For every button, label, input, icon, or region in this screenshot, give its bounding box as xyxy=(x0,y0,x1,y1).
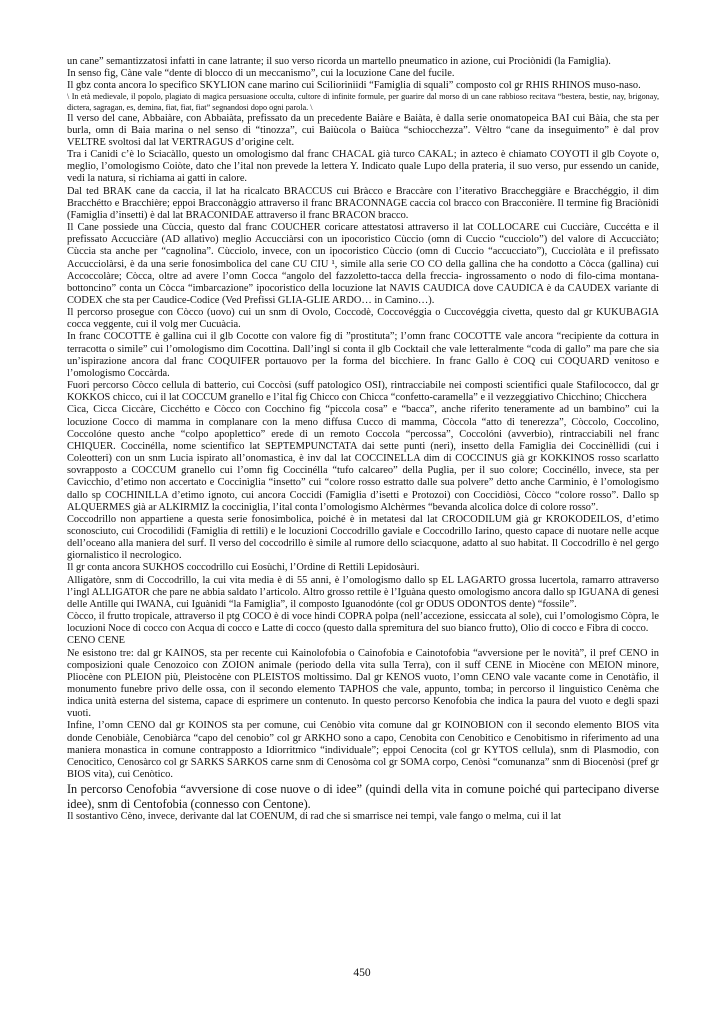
paragraph: Il Cane possiede una Cùccia, questo dal franc COUCHER coricare attestatosi attraverso il lat COLLOCARE cui Cucciàre, Cuccétta e il prefissato Accucciàre (AD allativo) meglio Accucciàrsi con un ipocoristico Cùccio (omn di Cuccio “cucciolo”) del valore di Accucciàto; Cùccia sta anche per “cagnolina”. Cùcciolo, invece, con un ipocoristico Cùccio (omn di Cuccio “accucciato”), Cucciolàta e il prefissato Accucciolàrsi, è da una serie fonosimbolica del cane CU CIU ¹, simile alla serie CO CO della gallina che ha condotto a Còcca (gallina) cui Accoccolàre; Còcca, oltre ad avere l’omn Cocca “angolo del fazzoletto-tacca della freccia- ingrossamento o nodo di filo-cima montana-bottoncino” conta un Còcca “imbarcazione” ipocoristico della locuzione lat NAVIS CAUDICA dove CAUDICA è da CAUDEX variante di CODEX che sta per Caudice-Codice (Ved Prefissi GLIA-GLIE ARDO… in Camino…). xyxy=(67,222,659,306)
paragraph: Il sostantivo Cèno, invece, derivante dal lat COENUM, di rad che si smarrisce nei tempi, vale fango o melma, cui il lat xyxy=(67,811,561,823)
paragraph: Ne esistono tre: dal gr KAINOS, sta per recente cui Kainolofobia o Cainofobia e Cainotofobia “avversione per le novità”, il pref CENO in composizioni quale Cenozoico con ZOION animale (periodo della vita sulla Terra), con il suff CENE in Miocène con MEION minore, Pliocène con PLEION più, Pleistocène con PLEISTOS moltissimo. Dal gr KENOS vuoto, l’omn CENO vale vacante come in Cenotàfio, il monumento funebre privo delle ossa, con il secondo elemento TAPHOS che vale, appunto, tomba; in percorso il linguistico Cenèma che indica unità esterna del sistema, capace di esprimere un contenuto. In questo percorso Kenofobia che indica la paura del vuoto e degli spazi vuoti. xyxy=(67,647,659,720)
paragraph: Dal ted BRAK cane da caccia, il lat ha ricalcato BRACCUS cui Bràcco e Braccàre con l’iterativo Braccheggiàre e Bracchéggio, il dim Bracchétto e Bracchière; eppoi Bracconàggio attraverso il franc BRACONNAGE caccia col bracco con Bracconière. Il termine fig Braciònidi (Famiglia d’insetti) è dal lat BRACONIDAE attraverso il franc BRACON bracco. xyxy=(67,185,659,221)
paragraph: In franc COCOTTE è gallina cui il glb Cocotte con valore fig di ”prostituta”; l’omn franc COCOTTE vale ancora “recipiente da cottura in terracotta o simile” cui l’omologismo dim Cocottina. Dall’ingl si conta il glb Cocktail che vale letteralmente “coda di gallo” ma pare che sia un’ispirazione ancora dal franc COQUIFER portauovo per la forma del bicchiere. In franc Gallo è COQ cui COQUARD venitoso e l’omologismo Coccàrda. xyxy=(67,331,659,379)
paragraph: Il percorso prosegue con Còcco (uovo) cui un snm di Ovolo, Coccodè, Coccovéggia o Cuccovéggia civetta, questo dal gr KUKUBAGIA cocca veggente, cui il volg mer Cucuàcia. xyxy=(67,307,659,331)
document-body xyxy=(67,56,659,823)
paragraph: Infine, l’omn CENO dal gr KOINOS sta per comune, cui Cenòbio vita comune dal gr KOINOBION con il secondo elemento BIOS vita donde Cenobiàle, Cenobiàrca “capo del cenobio” col gr ARKHO sono a capo, Cenobita con Cenobitico e Cenobitismo in riferimento ad una maniera monastica in comune contrapposto a Idiorritmico “individuale”; eppoi Cenocita (col gr KYTOS cellula), snm di Plasmodio, con Cenocìtico, Cenosàrco col gr SARKS SARKOS carne snm di Cenosòma col gr SOMA corpo, Cenòsi “comunanza” snm di Biocenòsi (pref gr BIOS vita), cui Cenòtico. xyxy=(67,720,659,781)
paragraph: un cane” semantizzatosi infatti in cane latrante; il suo verso ricorda un martello pneumatico in azione, cui Prociònidi (la Famiglia). xyxy=(67,56,611,67)
paragraph: Coccodrillo non appartiene a questa serie fonosimbolica, poiché è in metatesi dal lat CROCODILUM già gr KROKODEILOS, d’etimo sconosciuto, cui Crocodìlidi (Famiglia di rettili) e le locuzioni Coccodrillo gaviale e Coccodrillo Iarino, questo capace di nuotare nelle acque dell’oceano alla maniera del surf. Il verso del coccodrillo è simile al rumore dello sciacquone, adatto al suo habitat. Il Coccodrillo è nel gergo giornalistico il necrologico. xyxy=(67,513,659,562)
section-heading: CENO CENE xyxy=(67,635,126,647)
paragraph: Il gbz conta ancora lo specifico SKYLION cane marino cui Scilioriniidi “Famiglia di squali” composto col gr RHIS RHINOS muso-naso. xyxy=(67,80,641,92)
paragraph: In senso fig, Càne vale “dente di blocco di un meccanismo”, cui la locuzione Cane del fucile. xyxy=(67,68,455,80)
paragraph: Fuori percorso Còcco cellula di batterio, cui Coccòsi (suff patologico OSI), rintracciabile nei composti scientifici quale Stafilococco, dal gr KOKKOS chicco, cui il lat COCCUM granello e l’ital fig Chicco con Chicca “confetto-caramella” e il vezzeggiativo Chicchino; Chicchera xyxy=(67,380,659,404)
paragraph: Tra i Canidi c’è lo Sciacàllo, questo un omologismo dal franc CHACAL già turco CAKAL; in azteco è chiamato COYOTI il glb Coyote o, meglio, l’omologismo Coiòte, dato che l’ital non prevede la lettera Y. Indicato quale Lupo della prateria, il suo verso, pur essendo un canide, vedi la natura, si richiama ai gatti in calore. xyxy=(67,149,659,185)
footnote-paragraph: \ In età medievale, il popolo, plagiato di magica persuasione occulta, cultore di infinite formule, per guarire dal morso di un cane rabbioso recitava “bestera, bestie, nay, brigonay, dictera, sagragan, es, demina, fiat, fiat, fiat” segnandosi dopo ogni parola. \ xyxy=(67,92,659,112)
paragraph: Cìca, Cicca Ciccàre, Cicchétto e Còcco con Cocchino fig “piccola cosa” e “bacca”, anche riferito teneramente ad un bambino” cui la locuzione Cocco di mamma in complanare con la meno diffusa Cucco di mamma, Còccola “atto di tenerezza”, Còccolo, Coccolino, Coccolóne questo anche “colpo apoplettico” erede di un remoto Coccola “percossa”, Coccolóni (avverbio), rintracciabili nel franc CHIQUER. Coccinélla, nome scientifico lat SEPTEMPUNCTATA dai sette punti (neri), insetto della Famiglia dei Coccinèllidi (cui i Coleotteri) con un snm Lucia ispirato all’onomastica, è inv dal lat COCCINELLA dim di COCCINUS già gr KOKKINOS rosso scarlatto sovrapposto a COCCUM granello cui l’omn fig Coccinélla “tufo calcareo” della Puglia, per il suo colore; Coccinéllo, invece, sta per Cavicchio, d’etimo non accertato e Coccinìglia “insetto” cui “colore rosso estratto dalle sua polvere” detto anche Carminio, è l’omologismo dallo sp COCHINILLA d’etimo ignoto, cui ancora Coccidi (Famiglia d’isetti e Protozoi) con Coccidiòsi, Còcco “colore rosso”. Dallo sp ALQUERMES già ar ALKIRMIZ la coccinìglia, l’ital conta l’omologismo Alchèrmes “bevanda alcolica dolce di colore rosso”. xyxy=(67,404,659,513)
paragraph-large: In percorso Cenofobia “avversione di cose nuove o di idee” (quindi della vita in comune poiché qui partecipano diverse idee), snm di Centofobia (connesso con Centone). xyxy=(67,782,659,811)
paragraph: Alligatòre, snm di Coccodrillo, la cui vita media è di 55 anni, è l’omologismo dallo sp EL LAGARTO grossa lucertola, ramarro attraverso l’ingl ALLIGATOR che pare ne abbia saldato l’articolo. Altro grosso rettile è l’Iguàna questo omologismo ancora dallo sp IGUANA di genesi delle Antille qui IWANA, cui Iguànidi “la Famiglia”, il composto Iguanodónte (col gr ODUS ODONTOS dente) “fossile”. xyxy=(67,574,659,610)
paragraph: Còcco, il frutto tropicale, attraverso il ptg COCO è di voce hindi COPRA polpa (nell’accezione, essiccata al sole), cui l’omologismo Còpra, le locuzioni Noce di cocco con Acqua di cocco e Latte di cocco (questo dalla spremitura del suo bianco frutto), Olio di cocco e Fibra di cocco. xyxy=(67,611,659,635)
paragraph: Il verso del cane, Abbaiàre, con Abbaiàta, prefissato da un precedente Baiàre e Baiàta, è dalla serie onomatopeica BAI cui Bàia, che sta per burla, omn di Baia marina o nel senso di “tinozza”, cui Baiùcola o Baiùca “schiocchezza”. Vèltro “cane da inseguimento” è dal prov VELTRE svoltosi dal lat VERTRAGUS d’origine celt. xyxy=(67,112,659,148)
page-number: 450 xyxy=(353,967,371,979)
paragraph: Il gr conta ancora SUKHOS coccodrillo cui Eosùchi, l’Ordine di Rettili Lepidosàuri. xyxy=(67,562,420,574)
